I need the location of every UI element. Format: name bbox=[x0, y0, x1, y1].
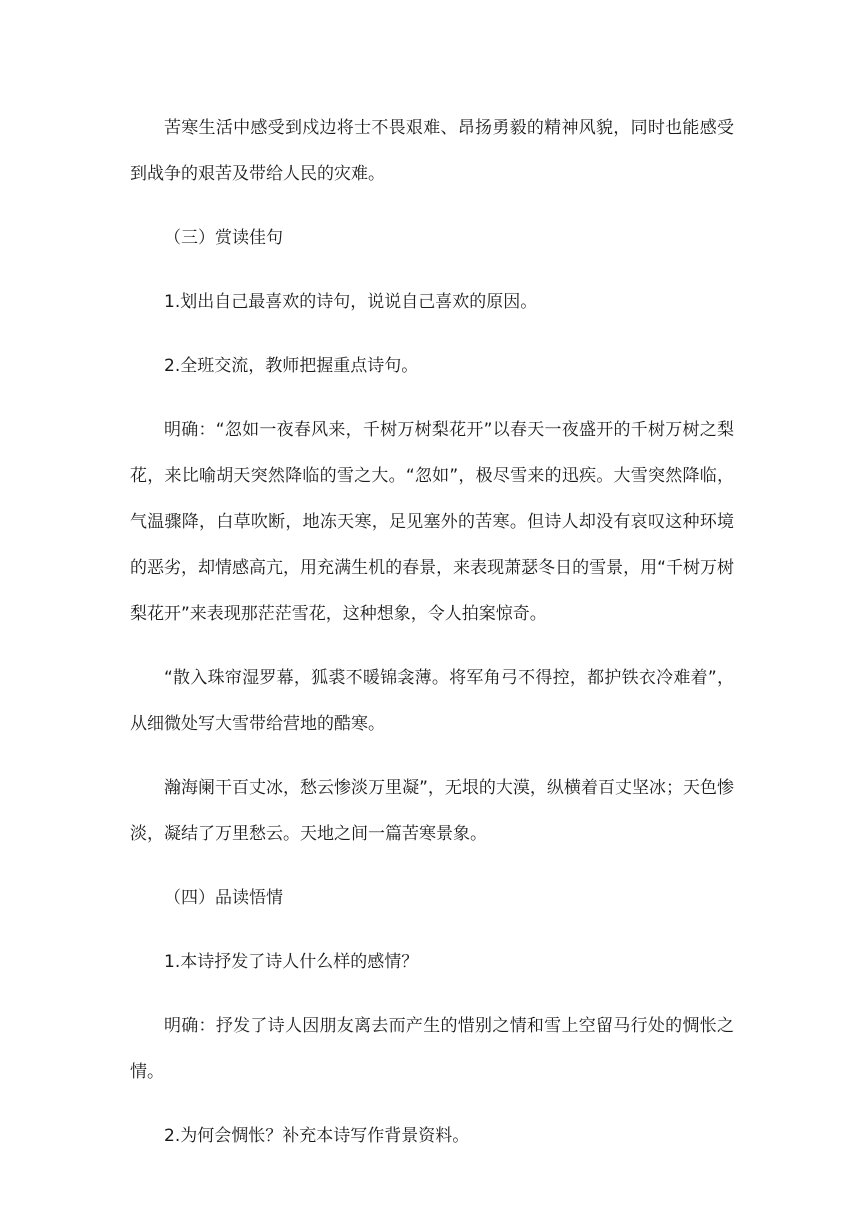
paragraph-explanation-1: 明确：“忽如一夜春风来，千树万树梨花开”以春天一夜盛开的千树万树之梨花，来比喻胡天突然降临的雪之大。“忽如”，极尽雪来的迅疾。大雪突然降临，气温骤降，白草吹断，地冻天寒，足见塞外的苦寒。但诗人却没有哀叹这种环境的恶劣，却情感高亢，用充满生机的春景，来表现萧瑟冬日的雪景，用“千树万树梨花开”来表现那茫茫雪花，这种想象，令人拍案惊奇。 bbox=[130, 420, 734, 624]
paragraph-item-1: 1.划出自己最喜欢的诗句，说说自己喜欢的原因。 bbox=[164, 292, 538, 312]
paragraph-item-2: 2.全班交流，教师把握重点诗句。 bbox=[164, 356, 419, 376]
paragraph-question-2: 2.为何会惆怅？补充本诗写作背景资料。 bbox=[164, 1126, 470, 1146]
section-heading-3: （三）赏读佳句 bbox=[164, 228, 283, 248]
paragraph-question-1: 1.本诗抒发了诗人什么样的感情？ bbox=[164, 952, 419, 972]
paragraph-continuation: 苦寒生活中感受到戍边将士不畏艰难、昂扬勇毅的精神风貌，同时也能感受到战争的艰苦及带给人民的灾难。 bbox=[130, 118, 734, 184]
paragraph-quote-1: “散入珠帘湿罗幕，狐裘不暖锦衾薄。将军角弓不得控，都护铁衣冷难着”，从细微处写大雪带给营地的酷寒。 bbox=[130, 668, 734, 734]
document-body bbox=[130, 105, 734, 1177]
paragraph-quote-2: 瀚海阑干百丈冰，愁云惨淡万里凝”，无垠的大漠，纵横着百丈坚冰；天色惨淡，凝结了万里愁云。天地之间一篇苦寒景象。 bbox=[130, 778, 734, 844]
section-heading-4: （四）品读悟情 bbox=[164, 888, 283, 908]
paragraph-explanation-2: 明确：抒发了诗人因朋友离去而产生的惜别之情和雪上空留马行处的惆怅之情。 bbox=[130, 1016, 734, 1082]
